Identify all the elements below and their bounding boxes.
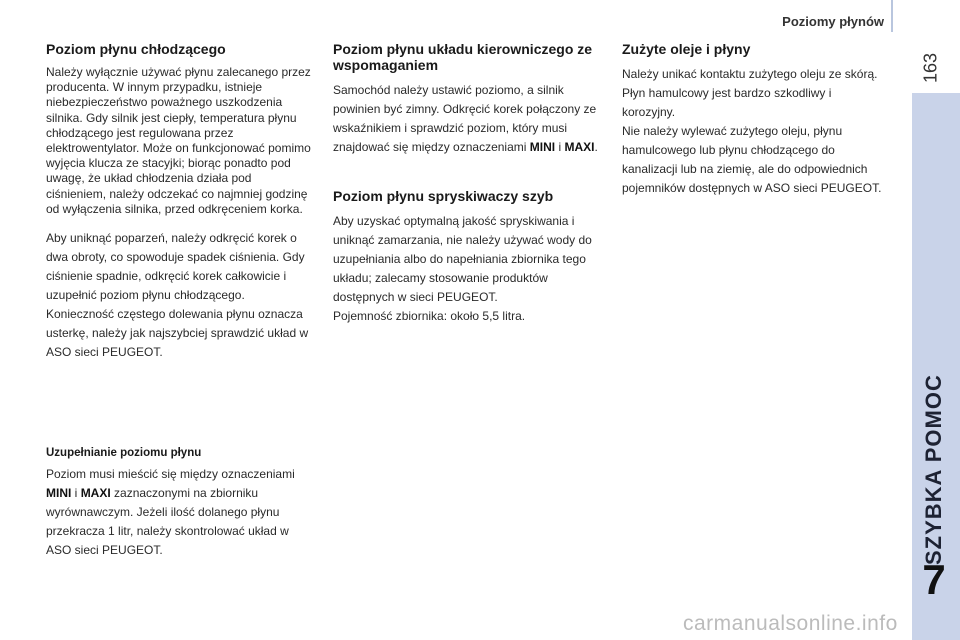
- header-rule: [891, 0, 893, 32]
- washer-heading: Poziom płynu spryskiwaczy szyb: [333, 188, 554, 204]
- coolant-refill-warning: Konieczność częstego dolewania płynu oznacza usterkę, należy jak najszybciej sprawdzić układ w ASO sieci PEUGEOT.: [46, 307, 309, 360]
- coolant-fill-section: [46, 447, 314, 560]
- steering-and: i: [555, 140, 565, 154]
- coolant-heading: Poziom płynu chłodzącego: [46, 41, 226, 57]
- coolant-fill-text-a: Poziom musi mieścić się między oznaczeniami: [46, 467, 295, 481]
- washer-paragraph: Aby uzyskać optymalną jakość spryskiwania i uniknąć zamarzania, nie należy używać wody do uzupełniania albo do napełniania zbiornika tego układu; zalecamy stosowanie produktów dostępnych w sieci PEUGEOT.: [333, 214, 592, 304]
- washer-capacity: Pojemność zbiornika: około 5,5 litra.: [333, 309, 526, 323]
- coolant-section: [46, 41, 314, 362]
- used-fluids-line2: Płyn hamulcowy jest bardzo szkodliwy i korozyjny.: [622, 86, 832, 119]
- chapter-tab-label: SZYBKA POMOC: [921, 374, 946, 566]
- used-fluids-line3: Nie należy wylewać zużytego oleju, płynu hamulcowego lub płynu chłodzącego do kanalizacji lub na ziemię, ale do odpowiednich pojemników dostępnych w ASO sieci PEUGEOT.: [622, 124, 882, 195]
- used-fluids-section: [622, 41, 884, 198]
- watermark: carmanualsonline.info: [683, 612, 898, 635]
- coolant-fill-subheading: Uzupełnianie poziomu płynu: [46, 447, 202, 459]
- mini-mark-label: MINI: [46, 486, 72, 500]
- coolant-burn-warning: Aby uniknąć poparzeń, należy odkręcić korek o dwa obroty, co spowoduje spadek ciśnienia. Gdy ciśnienie spadnie, odkręcić korek całkowicie i uzupełnić poziom płynu chłodzącego.: [46, 231, 305, 303]
- maxi-mark-label: MAXI: [80, 486, 111, 500]
- steering-text: Samochód należy ustawić poziomo, a silnik powinien być zimny. Odkręcić korek połączony ze wskaźnikiem i sprawdzić poziom, który musi znajdować się między oznaczeniami: [333, 83, 597, 154]
- steering-maxi-label: MAXI: [564, 140, 595, 154]
- coolant-fill-text-b: zaznaczonymi na zbiorniku wyrównawczym. Jeżeli ilość dolanego płynu przekracza 1 litr, należy skontrolować układ w ASO sieci PEUGEOT.: [46, 486, 289, 557]
- washer-section: [333, 188, 608, 326]
- coolant-paragraph: Należy wyłącznie używać płynu zalecanego przez producenta. W innym przypadku, istnieje niebezpieczeństwo poważnego uszkodzenia silnika. Gdy silnik jest ciepły, temperatura płynu chłodzącego jest regulowana przez elektrowentylator. Może on funkcjonować pomimo wyjęcia klucza ze stacyjki; biorąc ponadto pod uwagę, że układ chłodzenia działa pod ciśnieniem, należy odczekać co najmniej godzinę od wyłączenia silnika, przed odkręceniem korka.: [46, 65, 311, 216]
- used-fluids-line1: Należy unikać kontaktu zużytego oleju ze skórą.: [622, 67, 878, 81]
- page-header-title: Poziomy płynów: [782, 14, 884, 29]
- steering-heading: Poziom płynu układu kierowniczego ze wspomaganiem: [333, 41, 593, 73]
- coolant-fill-and: i: [71, 486, 81, 500]
- steering-end: .: [594, 140, 598, 154]
- steering-paragraph: [333, 81, 608, 157]
- coolant-fill-paragraph: [46, 465, 314, 560]
- steering-mini-label: MINI: [529, 140, 556, 154]
- chapter-number: 7: [922, 556, 946, 603]
- steering-section: [333, 41, 608, 157]
- page-number: 163: [920, 52, 941, 84]
- used-fluids-heading: Zużyte oleje i płyny: [622, 41, 751, 57]
